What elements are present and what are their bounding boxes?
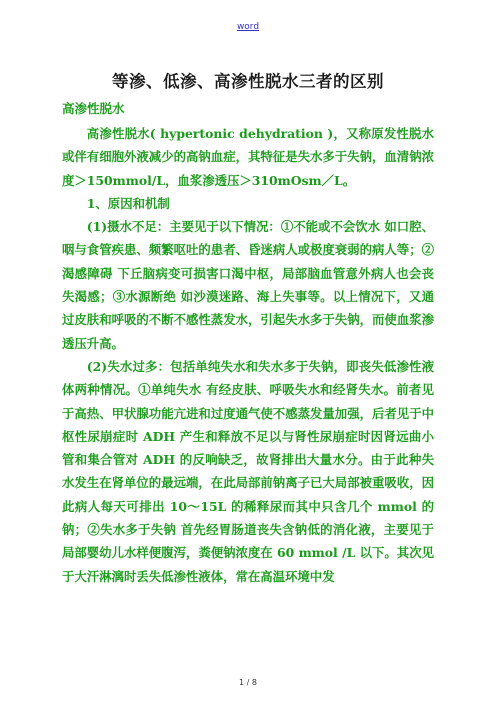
paragraph-subheading-causes: 1、原因和机制: [86, 195, 170, 211]
section-heading: 高渗性脱水: [62, 101, 125, 116]
page-number: 1 / 8: [239, 678, 257, 687]
paragraph-definition: 高渗性脱水( hypertonic dehydration )，又称原发性脱水或伴有细胞外液减少的高钠血症，其特征是失水多于失钠，血清钠浓度＞150mmol/L，血浆渗透压＞310mOsm／L。: [62, 126, 434, 188]
page-header: [0, 22, 496, 32]
header-link[interactable]: word: [236, 22, 260, 32]
document-body: [62, 122, 434, 588]
paragraph-insufficient-intake: (1)摄水不足：主要见于以下情况：①不能或不会饮水 如口腔、咽与食管疾患、频繁呕吐的患者、昏迷病人或极度衰弱的病人等；②渴感障碍 下丘脑病变可损害口渴中枢，局部脑血管意外病人也会丧失渴感；③水源断绝 如沙漠迷路、海上失事等。以上情况下，又通过皮肤和呼吸的不断不感性蒸发水，引起失水多于失钠，而使血浆渗透压升高。: [62, 219, 434, 351]
document-title: 等渗、低渗、高渗性脱水三者的区别: [112, 72, 384, 91]
paragraph-excessive-loss: (2)失水过多：包括单纯失水和失水多于失钠，即丧失低渗性液体两种情况。①单纯失水 有经皮肤、呼吸失水和经肾失水。前者见于高热、甲状腺功能亢进和过度通气使不感蒸发量加强，后者见于中枢性尿崩症时 ADH 产生和释放不足以与肾性尿崩症时因肾远曲小管和集合管对 ADH 的反响缺乏，故肾排出大量水分。由于此种失水发生在肾单位的最远端，在此局部前钠离子已大局部被重吸收，因此病人每天可排出 10～15L 的稀释尿而其中只含几个 mmol 的钠；②失水多于失钠 首先经胃肠道丧失含钠低的消化液，主要见于局部婴幼儿水样便腹泻，粪便钠浓度在 60 mmol /L 以下。其次见于大汗淋漓时丢失低渗性液体，常在高温环境中发: [62, 358, 434, 584]
